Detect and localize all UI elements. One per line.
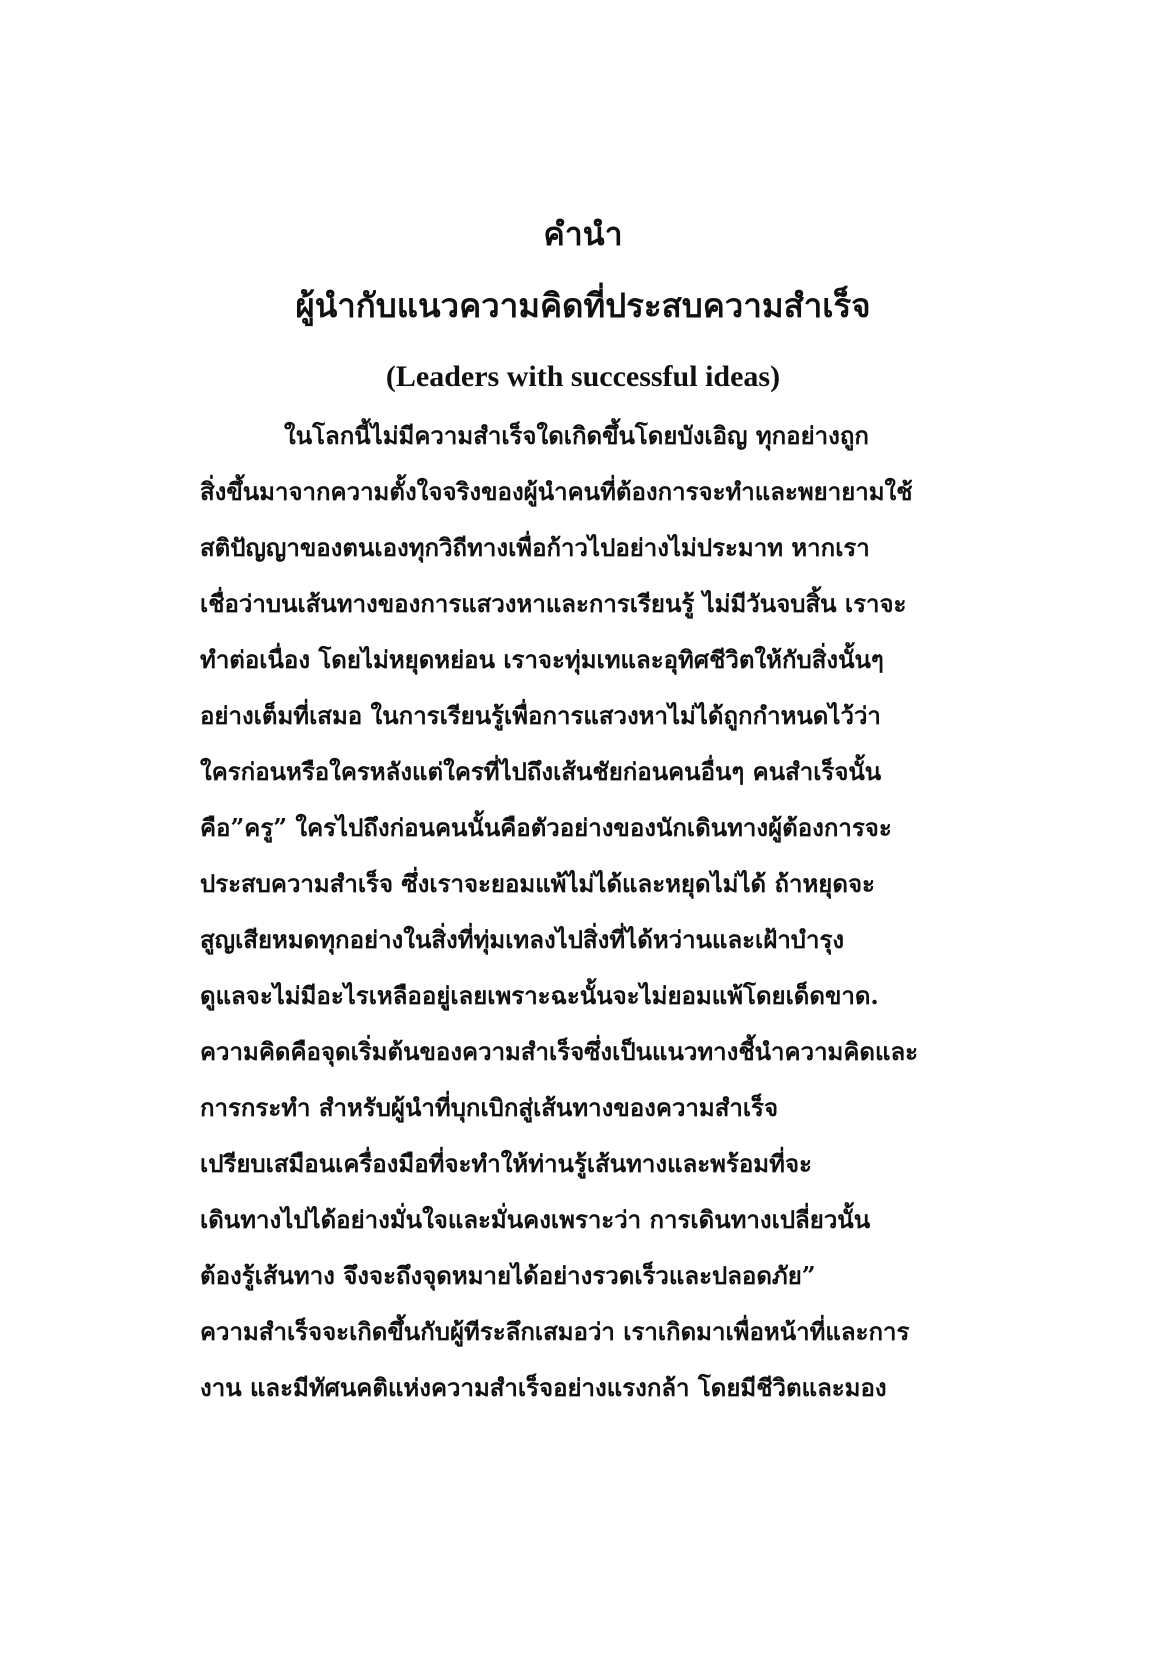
page-subtitle: ผู้นำกับแนวความคิดที่ประสบความสำเร็จ: [295, 286, 871, 325]
text-line: ทำต่อเนื่อง โดยไม่หยุดหย่อน เราจะทุ่มเทและอุทิศชีวิตให้กับสิ่งนั้นๆ: [200, 645, 884, 674]
page-title: คำนำ: [543, 215, 623, 253]
text-line: ในโลกนี้ไม่มีความสำเร็จใดเกิดขึ้นโดยบังเอิญ ทุกอย่างถูก: [284, 421, 869, 450]
text-line: สูญเสียหมดทุกอย่างในสิ่งที่ทุ่มเทลงไปสิ่งที่ได้หว่านและเฝ้าบำรุง: [200, 925, 845, 954]
text-line: เปรียบเสมือนเครื่องมือที่จะทำให้ท่านรู้เส้นทางและพร้อมที่จะ: [200, 1149, 812, 1178]
text-line: เดินทางไปได้อย่างมั่นใจและมั่นคงเพราะว่า การเดินทางเปลี่ยวนั้น: [200, 1205, 871, 1234]
text-line: ความสำเร็จจะเกิดขึ้นกับผู้ทีระลึกเสมอว่า เราเกิดมาเพื่อหน้าที่และการ: [200, 1317, 910, 1346]
text-line: สติปัญญาของตนเองทุกวิถีทางเพื่อก้าวไปอย่างไม่ประมาท หากเรา: [200, 533, 870, 562]
body-paragraph: [200, 408, 990, 1416]
text-line: ความคิดคือจุดเริ่มต้นของความสำเร็จซึ่งเป็นแนวทางชี้นำความคิดและ: [200, 1037, 919, 1066]
text-line: ต้องรู้เส้นทาง จึงจะถึงจุดหมายได้อย่างรวดเร็วและปลอดภัย”: [200, 1261, 816, 1290]
text-line: อย่างเต็มที่เสมอ ในการเรียนรู้เพื่อการแสวงหาไม่ได้ถูกกำหนดไว้ว่า: [200, 701, 881, 730]
text-line: คือ”ครู” ใครไปถึงก่อนคนนั้นคือตัวอย่างของนักเดินทางผู้ต้องการจะ: [200, 813, 892, 842]
text-line: เชื่อว่าบนเส้นทางของการแสวงหาและการเรียนรู้ ไม่มีวันจบสิ้น เราจะ: [200, 589, 907, 618]
text-line: ใครก่อนหรือใครหลังแต่ใครที่ไปถึงเส้นชัยก่อนคนอื่นๆ คนสำเร็จนั้น: [200, 757, 882, 786]
text-line: ดูแลจะไม่มีอะไรเหลืออยู่เลยเพราะฉะนั้นจะไม่ยอมแพ้โดยเด็ดขาด.: [200, 981, 879, 1010]
text-line: สิ่งขึ้นมาจากความตั้งใจจริงของผู้นำคนที่ต้องการจะทำและพยายามใช้: [200, 477, 913, 506]
page-subtitle-english: (Leaders with successful ideas): [385, 360, 781, 393]
text-line: งาน และมีทัศนคติแห่งความสำเร็จอย่างแรงกล้า โดยมีชีวิตและมอง: [200, 1373, 887, 1402]
text-line: การกระทำ สำหรับผู้นำที่บุกเบิกสู่เส้นทางของความสำเร็จ: [200, 1093, 779, 1122]
text-line: ประสบความสำเร็จ ซึ่งเราจะยอมแพ้ไม่ได้และหยุดไม่ได้ ถ้าหยุดจะ: [200, 869, 875, 898]
